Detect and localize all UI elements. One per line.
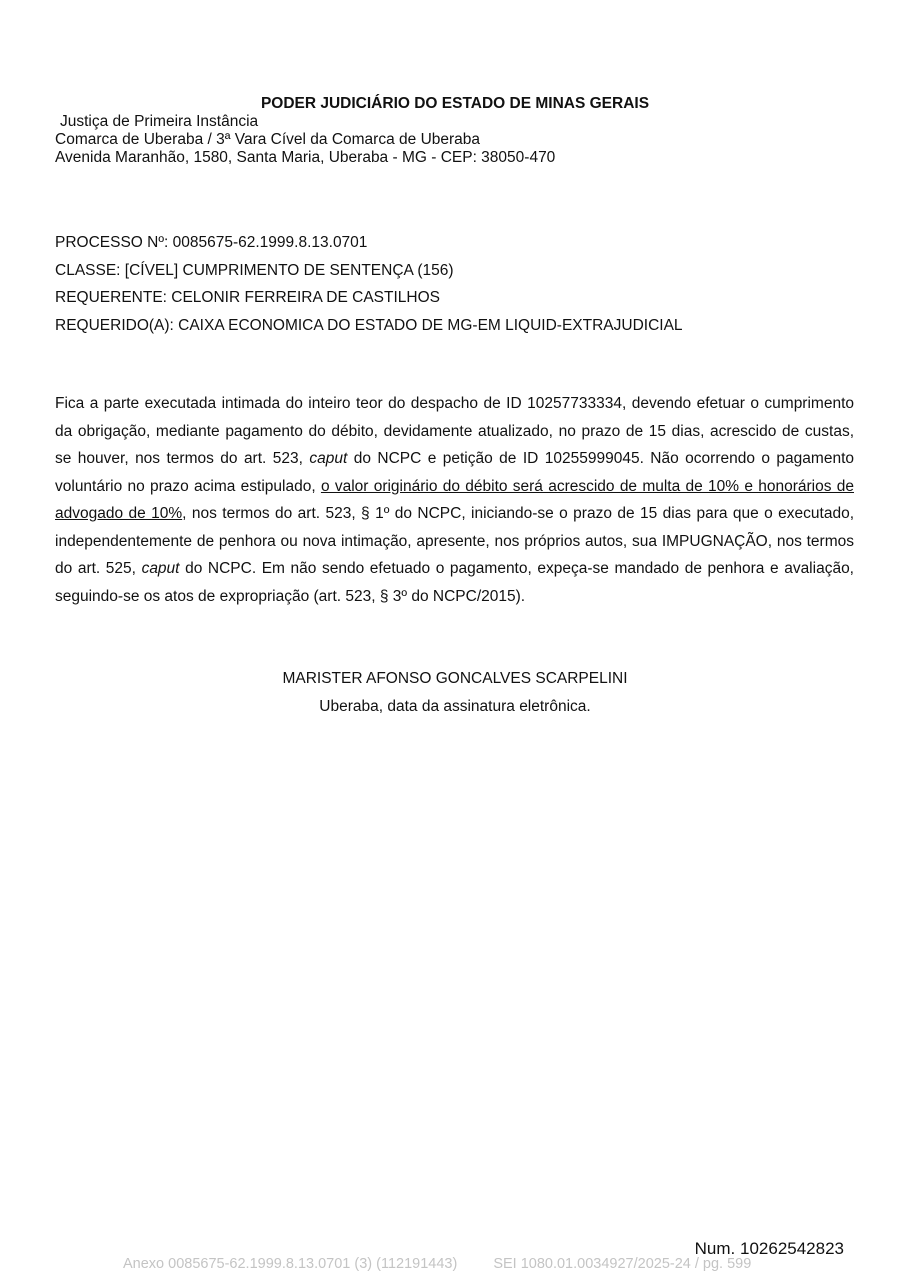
court-header (55, 95, 855, 167)
case-plaintiff: REQUERENTE: CELONIR FERREIRA DE CASTILHOS (55, 289, 440, 306)
signature-block (55, 665, 855, 721)
signer-name: MARISTER AFONSO GONCALVES SCARPELINI (282, 670, 628, 687)
case-info (55, 229, 855, 339)
notice-body (55, 390, 854, 610)
court-instance: Justiça de Primeira Instância (60, 113, 259, 130)
court-district: Comarca de Uberaba / 3ª Vara Cível da Comarca de Uberaba (55, 131, 481, 148)
document-number: Num. 10262542823 (694, 1239, 844, 1258)
sei-reference: SEI 1080.01.0034927/2025-24 / pg. 599 (493, 1256, 752, 1272)
case-class: CLASSE: [CÍVEL] CUMPRIMENTO DE SENTENÇA (156) (55, 261, 454, 279)
annex-reference: Anexo 0085675-62.1999.8.13.0701 (3) (112191443) (123, 1256, 458, 1272)
footer-stamp (123, 1256, 751, 1272)
court-address: Avenida Maranhão, 1580, Santa Maria, Uberaba - MG - CEP: 38050-470 (55, 149, 556, 166)
notice-caput-2: caput (141, 560, 180, 577)
notice-underlined-text: o valor originário do débito será acrescido de multa de 10% e honorários de advogado de 10% (55, 477, 854, 522)
notice-text-2: do NCPC e petição de ID 10255999045. Não ocorrendo o pagamento voluntário no prazo acima estipulado, (55, 450, 854, 495)
notice-text-4: do NCPC. Em não sendo efetuado o pagamento, expeça-se mandado de penhora e avaliação, seguindo-se os atos de expropriação (art. 523, § 3º do NCPC/2015). (55, 560, 854, 605)
notice-caput-1: caput (309, 450, 348, 467)
notice-paragraph (55, 390, 854, 610)
court-name: PODER JUDICIÁRIO DO ESTADO DE MINAS GERAIS (260, 95, 650, 112)
notice-text-3: , nos termos do art. 523, § 1º do NCPC, iniciando-se o prazo de 15 dias para que o executado, independentemente de penhora ou nova intimação, apresente, nos próprios autos, sua IMPUGNAÇÃO, nos termos do art. 525, (55, 505, 855, 577)
signature-place-date: Uberaba, data da assinatura eletrônica. (319, 698, 591, 715)
notice-text-1: Fica a parte executada intimada do inteiro teor do despacho de ID 10257733334, devendo efetuar o cumprimento da obrigação, mediante pagamento do débito, devidamente atualizado, no prazo de 15 dias, acrescido de custas, se houver, nos termos do art. 523, (55, 395, 854, 467)
case-process-number: PROCESSO Nº: 0085675-62.1999.8.13.0701 (55, 234, 368, 251)
case-defendant: REQUERIDO(A): CAIXA ECONOMICA DO ESTADO DE MG-EM LIQUID-EXTRAJUDICIAL (55, 316, 683, 334)
